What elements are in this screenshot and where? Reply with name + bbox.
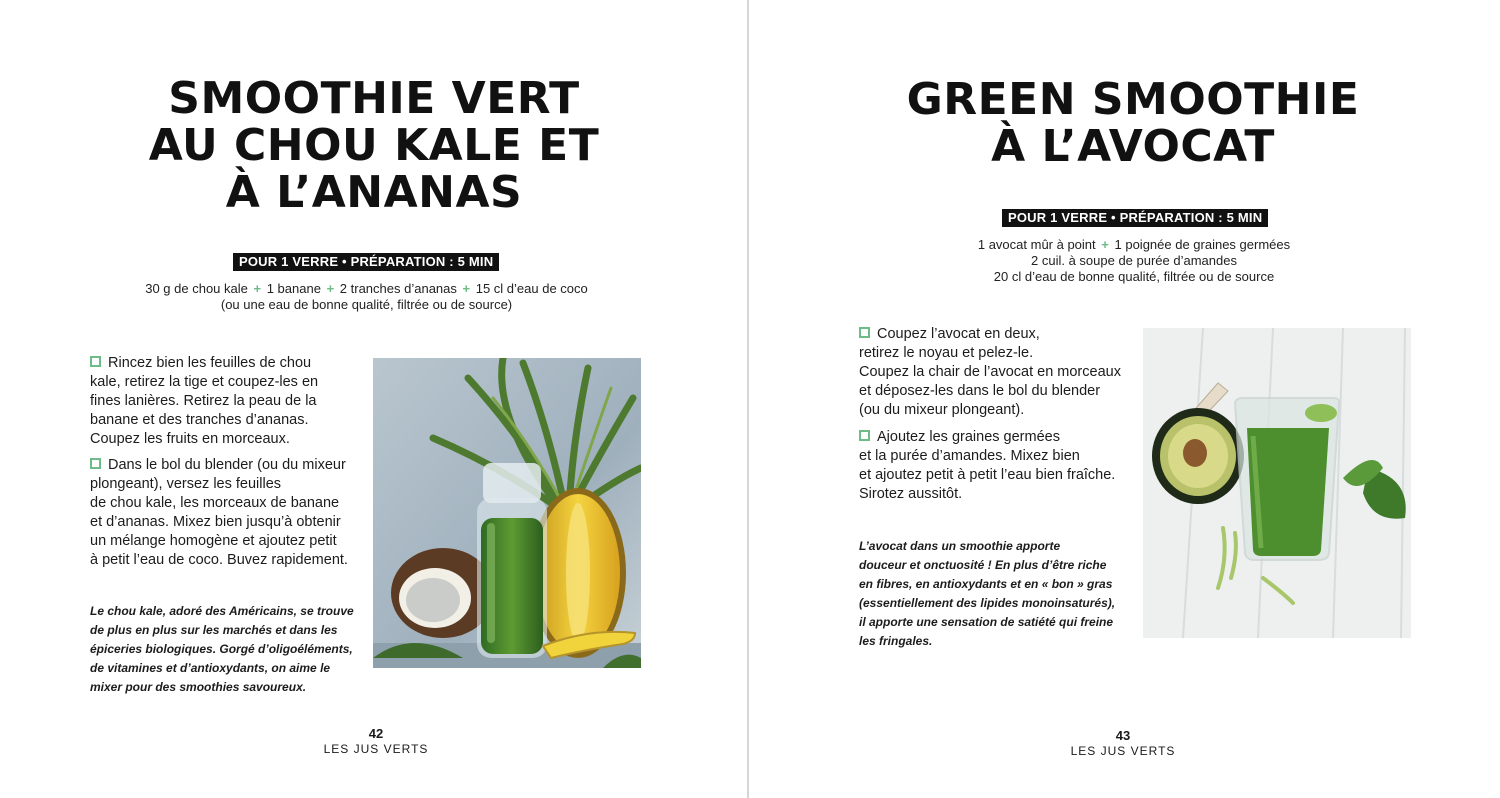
page-42 (0, 0, 748, 798)
recipe-step-2: Ajoutez les graines germées et la purée d’amandes. Mixez bien et ajoutez petit à petit l’eau bien fraîche. Sirotez aussitôt. (859, 429, 1116, 502)
plus-icon: + (253, 281, 262, 296)
plus-icon: + (1101, 237, 1109, 252)
plus-icon: + (462, 281, 471, 296)
plus-icon: + (326, 281, 335, 296)
recipe-step-2: Dans le bol du blender (ou du mixeur plongeant), versez les feuilles de chou kale, les morceaux de banane et d’ananas. Mixez bien jusqu’à obtenir un mélange homogène et ajoutez petit à petit l’eau de coco. Buvez rapidement. (90, 457, 348, 568)
servings-badge: POUR 1 VERRE • PRÉPARATION : 5 MIN (1002, 209, 1268, 227)
servings-badge: POUR 1 VERRE • PRÉPARATION : 5 MIN (233, 253, 499, 271)
page-number: 43 (1115, 728, 1131, 743)
recipe-step-1: Coupez l’avocat en deux, retirez le noyau et pelez-le. Coupez la chair de l’avocat en morceaux et déposez-les dans le bol du blender (ou du mixeur plongeant). (859, 326, 1121, 418)
section-title: LES JUS VERTS (323, 742, 429, 756)
page-footer (750, 728, 1496, 758)
recipe-step-1: Rincez bien les feuilles de chou kale, retirez la tige et coupez-les en fines lanières. Retirez la peau de la banane et des tranches d’ananas. Coupez les fruits en morceaux. (90, 355, 319, 447)
recipe-tip: Le chou kale, adoré des Américains, se trouve de plus en plus sur les marchés et dans les épiceries biologiques. Gorgé d’oligoéléments, de vitamines et d’antioxydants, on aime le mixer pour des smoothies savoureux. (90, 604, 354, 694)
checkbox-icon (90, 458, 101, 469)
ingredient-list: 1 avocat mûr à point + 1 poignée de graines germées 2 cuil. à soupe de purée d’amandes 20 cl d’eau de bonne qualité, filtrée ou de source (977, 237, 1291, 284)
page-number: 42 (368, 726, 384, 741)
pineapple-smoothie-photo (373, 358, 641, 668)
ingredient-list: 30 g de chou kale + 1 banane + 2 tranches d’ananas + 15 cl d’eau de coco (ou une eau de bonne qualité, filtrée ou de source) (145, 281, 588, 312)
section-title: LES JUS VERTS (1070, 744, 1176, 758)
page-footer (0, 726, 752, 756)
page-43 (750, 0, 1500, 798)
checkbox-icon (90, 356, 101, 367)
checkbox-icon (859, 327, 870, 338)
recipe-title-kale: SMOOTHIE VERT AU CHOU KALE ET À L’ANANAS (148, 73, 600, 218)
avocado-smoothie-photo (1143, 328, 1411, 638)
checkbox-icon (859, 430, 870, 441)
recipe-tip: L’avocat dans un smoothie apporte douceur et onctuosité ! En plus d’être riche en fibres, en antioxydants et en « bon » gras (essentiellement des lipides monoinsaturés), il apporte une sensation de satiété qui freine les fringales. (859, 539, 1116, 648)
recipe-title-avocado: GREEN SMOOTHIE À L’AVOCAT (906, 74, 1360, 172)
